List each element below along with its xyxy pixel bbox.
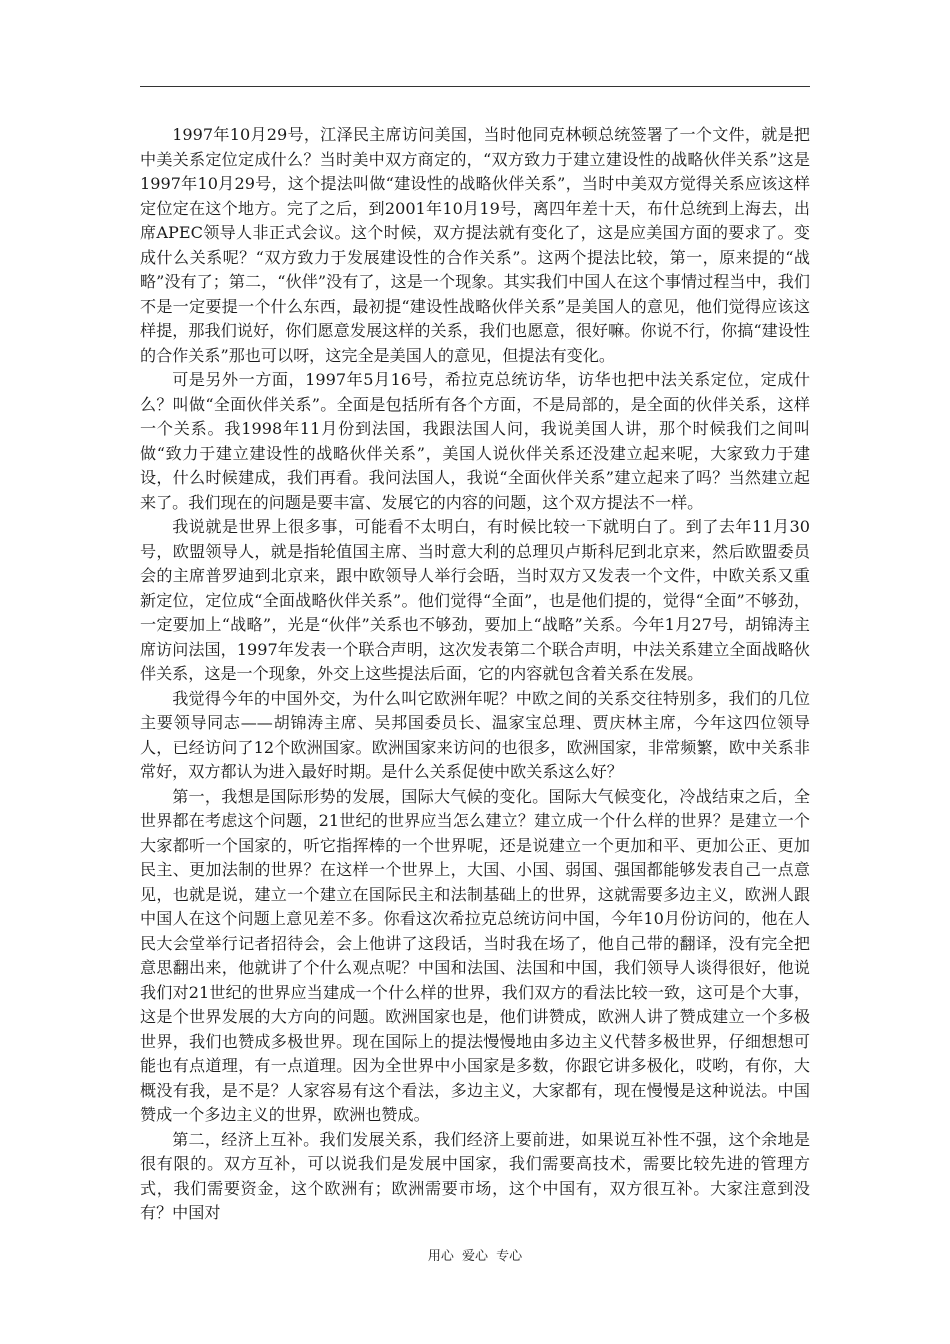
paragraph-3: 我说就是世界上很多事，可能看不太明白，有时候比较一下就明白了。到了去年11月30号，欧盟领导人，就是指轮值国主席、当时意大利的总理贝卢斯科尼到北京来，然后欧盟委员会的主席普罗迪到北京来，跟中欧领导人举行会晤，当时双方又发表一个文件，中欧关系又重新定位，定位成“全面战略伙伴关系”。他们觉得“全面”，也是他们提的，觉得“全面”不够劲，一定要加上“战略”，光是“伙伴”关系也不够劲，要加上“战略”关系。今年1月27号，胡锦涛主席访问法国，1997年发表一个联合声明，这次发表第二个联合声明，中法关系建立全面战略伙伴关系，这是一个现象，外交上这些提法后面，它的内容就包含着关系在发展。 [140,517,810,683]
paragraph-2: 可是另外一方面，1997年5月16号，希拉克总统访华，访华也把中法关系定位，定成什么？叫做“全面伙伴关系”。全面是包括所有各个方面，不是局部的，是全面的伙伴关系，这样一个关系。我1998年11月份到法国，我跟法国人问，我说美国人讲，那个时候我们之间叫做“致力于建立建设性的战略伙伴关系”，美国人说伙伴关系还没建立起来呢，大家致力于建设，什么时候建成，我们再看。我问法国人，我说“全面伙伴关系”建立起来了吗？当然建立起来了。我们现在的问题是要丰富、发展它的内容的问题，这个双方提法不一样。 [140,370,810,512]
paragraph-5: 第一，我想是国际形势的发展，国际大气候的变化。国际大气候变化，冷战结束之后，全世界都在考虑这个问题，21世纪的世界应当怎么建立？建立成一个什么样的世界？是建立一个大家都听一个国家的，听它指挥棒的一个世界呢，还是说建立一个更加和平、更加公正、更加民主、更加法制的世界？在这样一个世界上，大国、小国、弱国、强国都能够发表自己一点意见，也就是说，建立一个建立在国际民主和法制基础上的世界，这就需要多边主义，欧洲人跟中国人在这个问题上意见差不多。你看这次希拉克总统访问中国，今年10月份访问的，他在人民大会堂举行记者招待会，会上他讲了这段话，当时我在场了，他自己带的翻译，没有完全把意思翻出来，他就讲了个什么观点呢？中国和法国、法国和中国，我们领导人谈得很好，他说我们对21世纪的世界应当建成一个什么样的世界，我们双方的看法比较一致，这可是个大事，这是个世界发展的大方向的问题。欧洲国家也是，他们讲赞成，欧洲人讲了赞成建立一个多极世界，我们也赞成多极世界。现在国际上的提法慢慢地由多边主义代替多极世界，仔细想想可能也有点道理，有一点道理。因为全世界中小国家是多数，你跟它讲多极化，哎哟，有你，大概没有我，是不是？人家容易有这个看法，多边主义，大家都有，现在慢慢是这种说法。中国赞成一个多边主义的世界，欧洲也赞成。 [140,786,810,1124]
article-body [140,123,810,1226]
header-rule [140,86,810,87]
page-footer: 用心 爱心 专心 [427,1249,523,1264]
paragraph-4: 我觉得今年的中国外交，为什么叫它欧洲年呢？中欧之间的关系交往特别多，我们的几位主要领导同志——胡锦涛主席、吴邦国委员长、温家宝总理、贾庆林主席，今年这四位领导人，已经访问了12个欧洲国家。欧洲国家来访问的也很多，欧洲国家，非常频繁，欧中关系非常好，双方都认为进入最好时期。是什么关系促使中欧关系这么好？ [140,688,810,781]
paragraph-6: 第二，经济上互补。我们发展关系，我们经济上要前进，如果说互补性不强，这个余地是很有限的。双方互补，可以说我们是发展中国家，我们需要高技术，需要比较先进的管理方式，我们需要资金，这个欧洲有；欧洲需要市场，这个中国有，双方很互补。大家注意到没有？中国对 [140,1129,810,1222]
paragraph-1: 1997年10月29号，江泽民主席访问美国，当时他同克林顿总统签署了一个文件，就是把中美关系定位定成什么？当时美中双方商定的，“双方致力于建立建设性的战略伙伴关系”这是1997年10月29号，这个提法叫做“建设性的战略伙伴关系”，当时中美双方觉得关系应该这样定位定在这个地方。完了之后，到2001年10月19号，离四年差十天，布什总统到上海去，出席APEC领导人非正式会议。这个时候，双方提法就有变化了，这是应美国方面的要求了。变成什么关系呢？“双方致力于发展建设性的合作关系”。这两个提法比较，第一，原来提的“战略”没有了；第二，“伙伴”没有了，这是一个现象。其实我们中国人在这个事情过程当中，我们不是一定要提一个什么东西，最初提“建设性战略伙伴关系”是美国人的意见，他们觉得应该这样提，那我们说好，你们愿意发展这样的关系，我们也愿意，很好嘛。你说不行，你搞“建设性的合作关系”那也可以呀，这完全是美国人的意见，但提法有变化。 [140,125,810,365]
